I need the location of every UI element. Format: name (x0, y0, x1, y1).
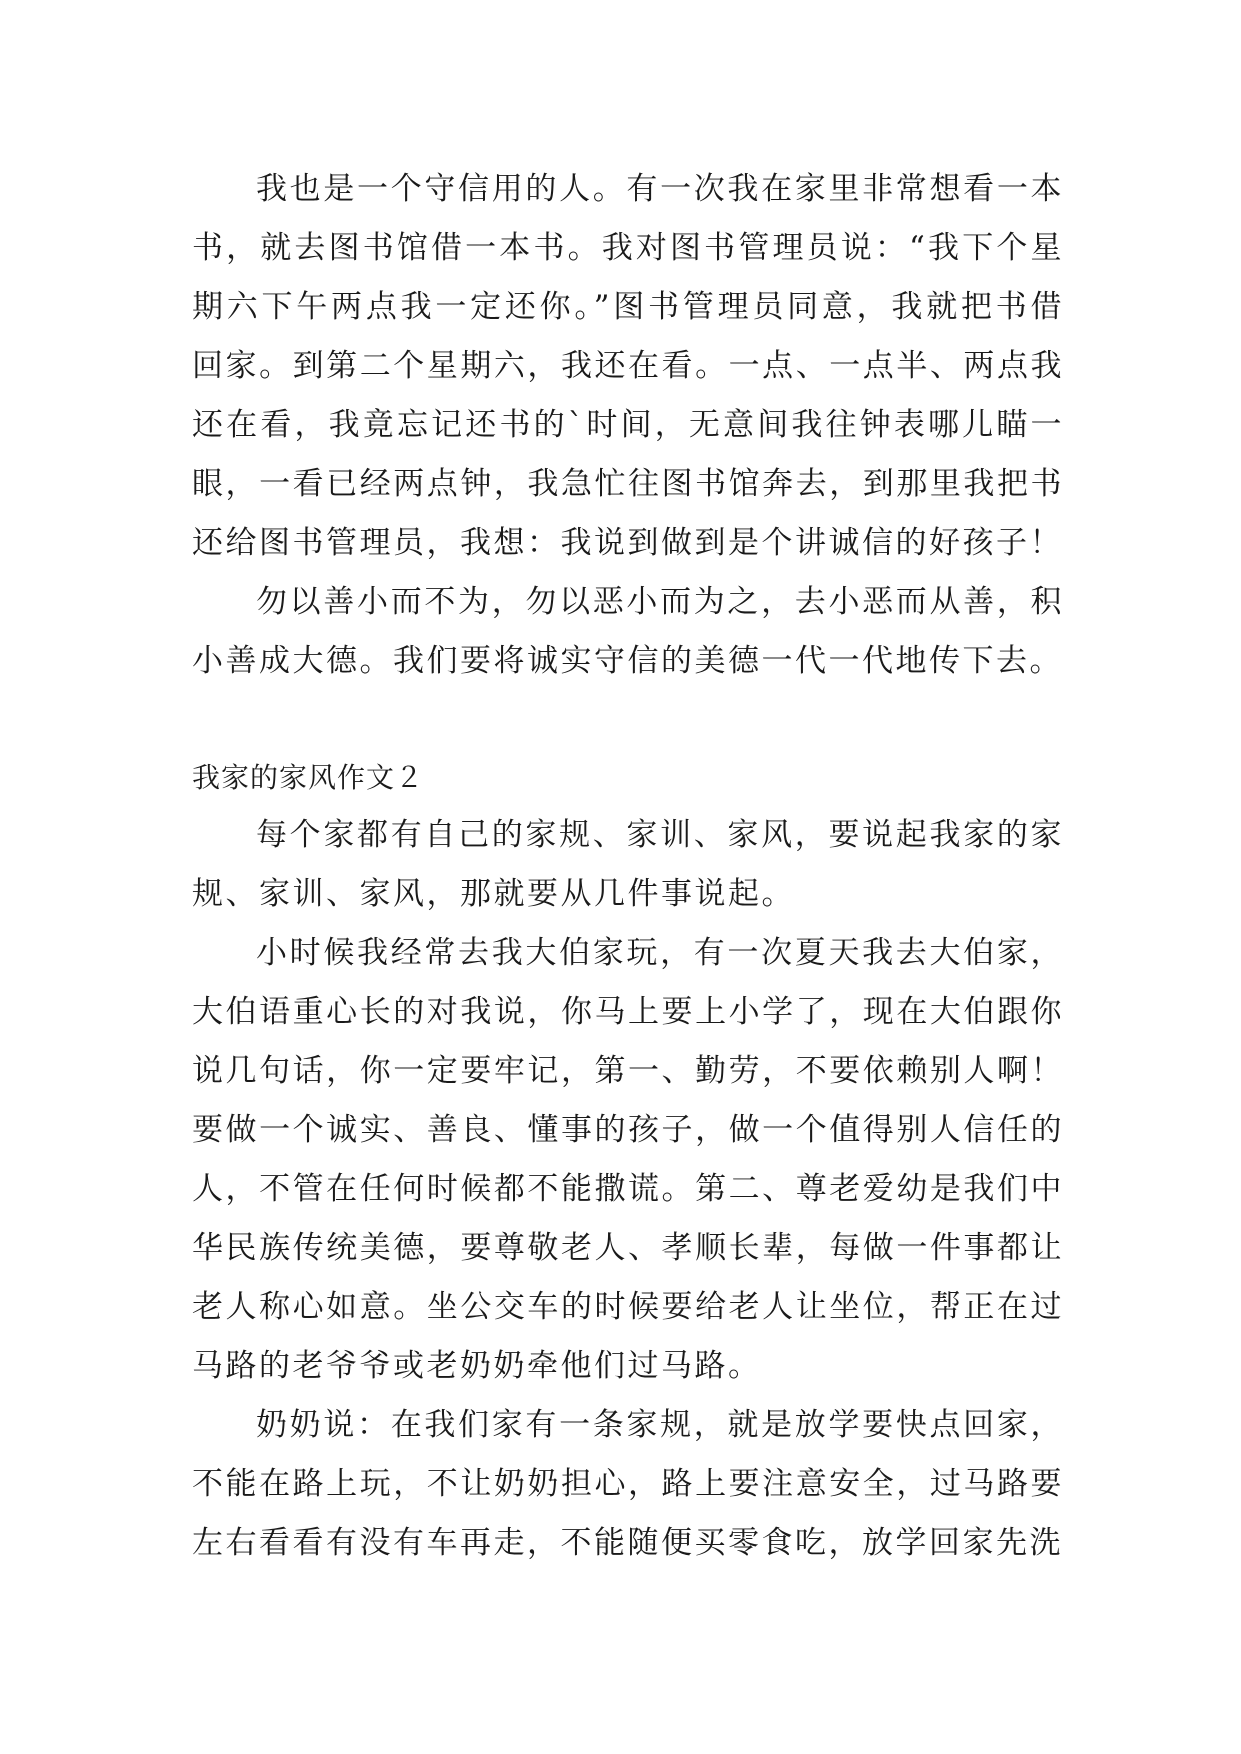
paragraph-uncle-advice: 小时候我经常去我大伯家玩，有一次夏天我去大伯家，大伯语重心长的对我说，你马上要上小学了，现在大伯跟你说几句话，你一定要牢记，第一、勤劳，不要依赖别人啊！要做一个诚实、善良、懂事的孩子，做一个值得别人信任的人，不管在任何时候都不能撒谎。第二、尊老爱幼是我们中华民族传统美德，要尊敬老人、孝顺长辈，每做一件事都让老人称心如意。坐公交车的时候要给老人让坐位，帮正在过马路的老爷爷或老奶奶牵他们过马路。 (192, 935, 1064, 1384)
essay-title: 我家的家风作文２ (192, 761, 425, 794)
document-page (192, 160, 1064, 1573)
paragraph-grandma-rule: 奶奶说：在我们家有一条家规，就是放学要快点回家，不能在路上玩，不让奶奶担心，路上要注意安全，过马路要左右看看有没有车再走，不能随便买零食吃，放学回家先洗 (192, 1407, 1064, 1561)
paragraph-family-rules-intro: 每个家都有自己的家规、家训、家风，要说起我家的家规、家训、家风，那就要从几件事说起。 (192, 817, 1064, 912)
paragraph-borrow-book: 我也是一个守信用的人。有一次我在家里非常想看一本书，就去图书馆借一本书。我对图书管理员说：“我下个星期六下午两点我一定还你。”图书管理员同意，我就把书借回家。到第二个星期六，我还在看。一点、一点半、两点我还在看，我竟忘记还书的`时间，无意间我往钟表哪儿瞄一眼，一看已经两点钟，我急忙往图书馆奔去，到那里我把书还给图书管理员，我想：我说到做到是个讲诚信的好孩子！ (192, 171, 1064, 561)
paragraph-virtue-conclusion: 勿以善小而不为，勿以恶小而为之，去小恶而从善，积小善成大德。我们要将诚实守信的美德一代一代地传下去。 (192, 584, 1064, 679)
